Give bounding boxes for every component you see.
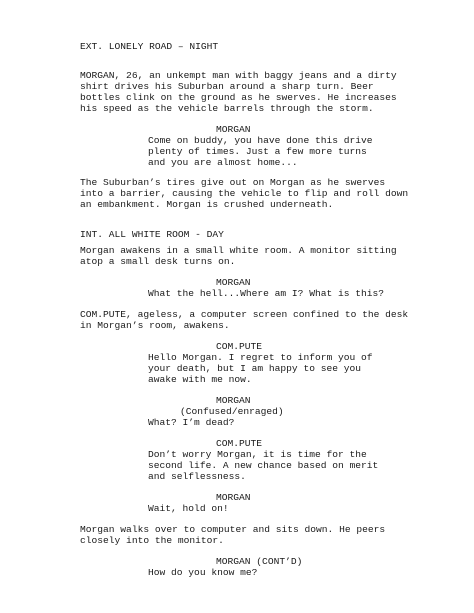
action-line: Morgan walks over to computer and sits down. He peers <box>80 524 386 535</box>
action-line: bottles clink on the ground as he swerves. He increases <box>80 92 397 103</box>
dialogue-line: and selflessness. <box>148 471 246 482</box>
scene-heading: EXT. LONELY ROAD – NIGHT <box>80 41 219 52</box>
character-name: MORGAN <box>216 395 251 406</box>
dialogue-line: How do you know me? <box>148 567 258 578</box>
dialogue-line: What the hell...Where am I? What is this? <box>148 288 385 299</box>
dialogue-line: Don’t worry Morgan, it is time for the <box>148 449 367 460</box>
character-name: MORGAN <box>216 124 251 135</box>
action-line: shirt drives his Suburban around a sharp turn. Beer <box>80 81 374 92</box>
dialogue-line: What? I’m dead? <box>148 417 235 428</box>
character-name: COM.PUTE <box>216 438 263 449</box>
dialogue-line: awake with me now. <box>148 374 252 385</box>
action-line: into a barrier, causing the vehicle to flip and roll down <box>80 188 409 199</box>
action-line: Morgan awakens in a small white room. A monitor sitting <box>80 245 397 256</box>
action-line: MORGAN, 26, an unkempt man with baggy jeans and a dirty <box>80 70 397 81</box>
character-name: MORGAN (CONT’D) <box>216 556 303 567</box>
character-name: COM.PUTE <box>216 341 263 352</box>
character-name: MORGAN <box>216 277 251 288</box>
action-line: closely into the monitor. <box>80 535 224 546</box>
action-line: The Suburban’s tires give out on Morgan as he swerves <box>80 177 386 188</box>
scene-heading: INT. ALL WHITE ROOM - DAY <box>80 229 224 240</box>
character-name: MORGAN <box>216 492 251 503</box>
action-line: COM.PUTE, ageless, a computer screen confined to the desk <box>80 309 409 320</box>
action-line: an embankment. Morgan is crushed underneath. <box>80 199 334 210</box>
dialogue-line: and you are almost home... <box>148 157 298 168</box>
dialogue-line: Hello Morgan. I regret to inform you of <box>148 352 373 363</box>
parenthetical: (Confused/enraged) <box>180 406 284 417</box>
dialogue-line: Come on buddy, you have done this drive <box>148 135 373 146</box>
action-line: his speed as the vehicle barrels through the storm. <box>80 103 374 114</box>
dialogue-line: plenty of times. Just a few more turns <box>148 146 367 157</box>
action-line: atop a small desk turns on. <box>80 256 236 267</box>
dialogue-line: your death, but I am happy to see you <box>148 363 362 374</box>
dialogue-line: Wait, hold on! <box>148 503 229 514</box>
action-line: in Morgan’s room, awakens. <box>80 320 230 331</box>
dialogue-line: second life. A new chance based on merit <box>148 460 379 471</box>
